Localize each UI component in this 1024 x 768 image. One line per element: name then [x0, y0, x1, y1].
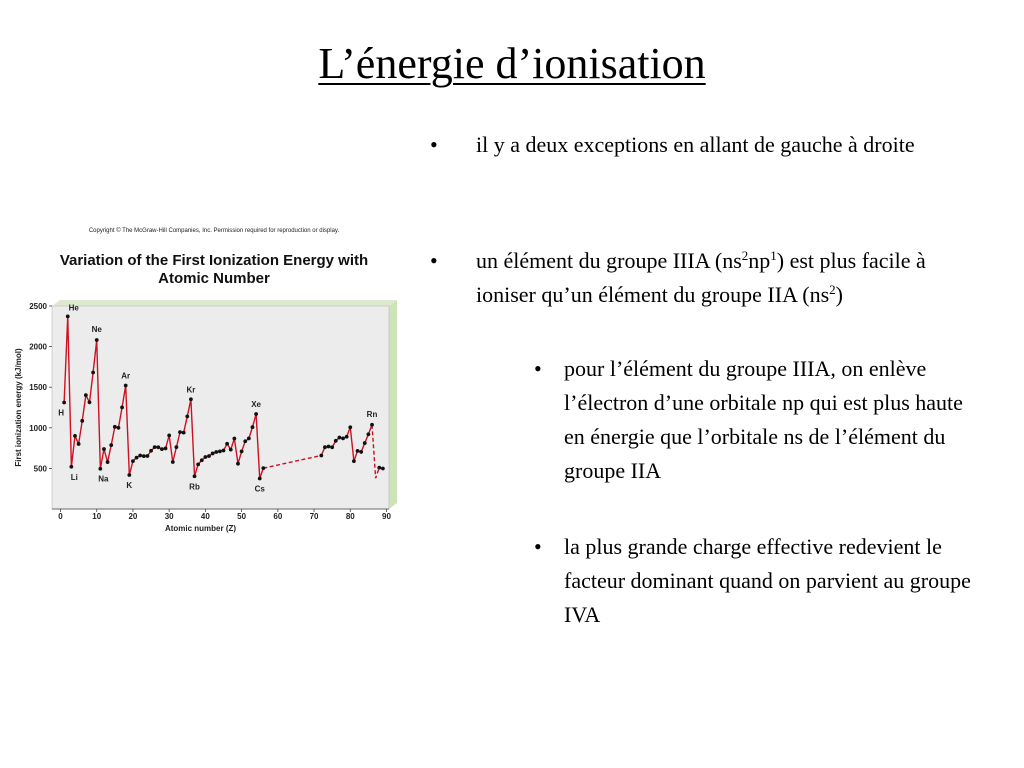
y-tick-label: 2500 — [29, 302, 47, 311]
y-tick-label: 1500 — [29, 383, 47, 393]
data-point — [73, 434, 77, 438]
data-point — [341, 436, 345, 440]
element-label: He — [68, 303, 79, 313]
element-label: K — [126, 480, 133, 490]
data-point — [323, 445, 327, 449]
data-point — [98, 467, 102, 471]
data-point — [106, 460, 110, 464]
superscript: 2 — [829, 282, 836, 297]
sub-bullet-text-2: la plus grande charge effective redevient le facteur dominant quand on parvient au groupe IVA — [564, 534, 971, 627]
figure-copyright: Copyright © The McGraw-Hill Companies, Inc. Permission required for reproduction or display. — [88, 228, 340, 234]
data-point — [348, 425, 352, 429]
element-label: H — [58, 408, 65, 418]
data-point — [251, 425, 255, 429]
data-point — [370, 423, 374, 427]
bullet-marker: • — [430, 132, 438, 157]
ionization-energy-figure — [8, 226, 420, 536]
x-tick-label: 30 — [164, 512, 174, 521]
data-point — [117, 426, 121, 430]
y-tick-label: 500 — [33, 464, 47, 474]
x-tick-label: 70 — [309, 512, 319, 521]
data-point — [135, 456, 139, 460]
data-point — [214, 450, 218, 454]
data-point — [109, 443, 113, 447]
data-point — [356, 449, 360, 453]
data-point — [127, 473, 131, 477]
element-label: Na — [98, 474, 109, 484]
element-label: Ar — [121, 371, 131, 381]
data-point — [211, 452, 215, 456]
data-point — [240, 450, 244, 454]
figure-title — [8, 252, 420, 288]
data-point — [200, 458, 204, 462]
x-tick-label: 20 — [128, 512, 138, 521]
data-point — [80, 419, 84, 423]
x-axis-label: Atomic number (Z) — [164, 524, 237, 533]
data-point — [84, 393, 88, 397]
element-label: Ne — [91, 325, 102, 335]
figure-title-line2: Atomic Number — [158, 270, 270, 287]
bullet-text-2-part: np — [748, 248, 771, 273]
data-point — [91, 371, 95, 375]
bullet-text-1: il y a deux exceptions en allant de gauche à droite — [476, 132, 915, 157]
data-point — [62, 401, 66, 405]
data-point — [225, 442, 229, 446]
data-point — [124, 384, 128, 388]
element-label: Kr — [186, 385, 196, 395]
data-point — [366, 432, 370, 436]
data-point — [381, 467, 385, 471]
plot-frame-top — [52, 300, 397, 306]
data-point — [352, 459, 356, 463]
data-point — [236, 462, 240, 466]
data-point — [222, 449, 226, 453]
data-point — [207, 454, 211, 458]
data-point — [146, 454, 150, 458]
data-point — [359, 450, 363, 454]
superscript: 2 — [741, 248, 749, 263]
data-point — [182, 431, 186, 435]
y-tick-label: 1000 — [29, 423, 47, 433]
sub-bullet-marker: • — [534, 356, 542, 381]
x-tick-label: 60 — [273, 512, 283, 521]
data-point — [88, 400, 92, 404]
element-label: Cs — [254, 484, 265, 494]
data-point — [203, 455, 207, 459]
plot-frame-side — [389, 300, 397, 509]
data-point — [229, 448, 233, 452]
data-point — [193, 474, 197, 478]
data-point — [327, 445, 331, 449]
data-point — [156, 445, 160, 449]
data-point — [175, 445, 179, 449]
data-point — [254, 412, 258, 416]
data-point — [142, 454, 146, 458]
data-point — [102, 447, 106, 451]
bullet-text-2-part: ) est plus facile à ioniser qu’un élément du groupe IIA (ns — [476, 248, 926, 307]
data-point — [334, 439, 338, 443]
data-point — [243, 439, 247, 443]
data-point — [185, 415, 189, 419]
y-axis-label: First ionization energy (kJ/mol) — [14, 348, 23, 467]
x-tick-label: 10 — [92, 512, 102, 521]
data-point — [258, 477, 262, 481]
slide-title: L’énergie d’ionisation — [318, 39, 706, 88]
bullet-marker: • — [430, 248, 438, 273]
data-point — [189, 397, 193, 401]
sub-bullet-marker: • — [534, 534, 542, 559]
element-label: Rb — [189, 482, 200, 492]
data-point — [95, 338, 99, 342]
data-point — [218, 449, 222, 453]
bullet-text-2-part: un élément du groupe IIIA (ns — [476, 248, 742, 273]
data-point — [196, 462, 200, 466]
x-tick-label: 50 — [237, 512, 247, 521]
data-point — [171, 460, 175, 464]
data-point — [149, 449, 153, 453]
data-point — [131, 459, 135, 463]
data-point — [66, 314, 70, 318]
data-point — [167, 434, 171, 438]
data-point — [330, 445, 334, 449]
x-tick-label: 80 — [345, 512, 355, 521]
data-point — [345, 435, 349, 439]
element-label: Xe — [251, 399, 261, 409]
figure-title-line1: Variation of the First Ionization Energy with — [59, 252, 369, 269]
data-point — [261, 466, 265, 470]
data-point — [232, 437, 236, 441]
data-point — [120, 406, 124, 410]
bullet-text-2-part: ) — [835, 282, 843, 307]
y-tick-label: 2000 — [29, 342, 47, 352]
element-label: Li — [70, 472, 78, 482]
data-point — [338, 436, 342, 440]
data-point — [178, 430, 182, 434]
data-point — [69, 465, 73, 469]
x-tick-label: 0 — [58, 512, 63, 521]
data-point — [160, 447, 164, 451]
element-label: Rn — [366, 409, 378, 419]
data-point — [77, 442, 81, 446]
sub-bullet-text-1: pour l’élément du groupe IIIA, on enlève l’électron d’une orbitale np qui est plus haute en énergie que l’orbitale ns de l’élément du groupe IIA — [564, 356, 963, 483]
data-point — [377, 466, 381, 470]
bullet-text-2 — [476, 244, 990, 312]
x-tick-label: 40 — [200, 512, 210, 521]
data-point — [319, 454, 323, 458]
data-point — [153, 445, 157, 449]
superscript: 1 — [770, 248, 777, 263]
data-point — [138, 454, 142, 458]
data-point — [113, 425, 117, 429]
data-point — [247, 437, 251, 441]
x-tick-label: 90 — [382, 512, 391, 521]
data-point — [363, 441, 367, 445]
data-point — [164, 447, 168, 451]
